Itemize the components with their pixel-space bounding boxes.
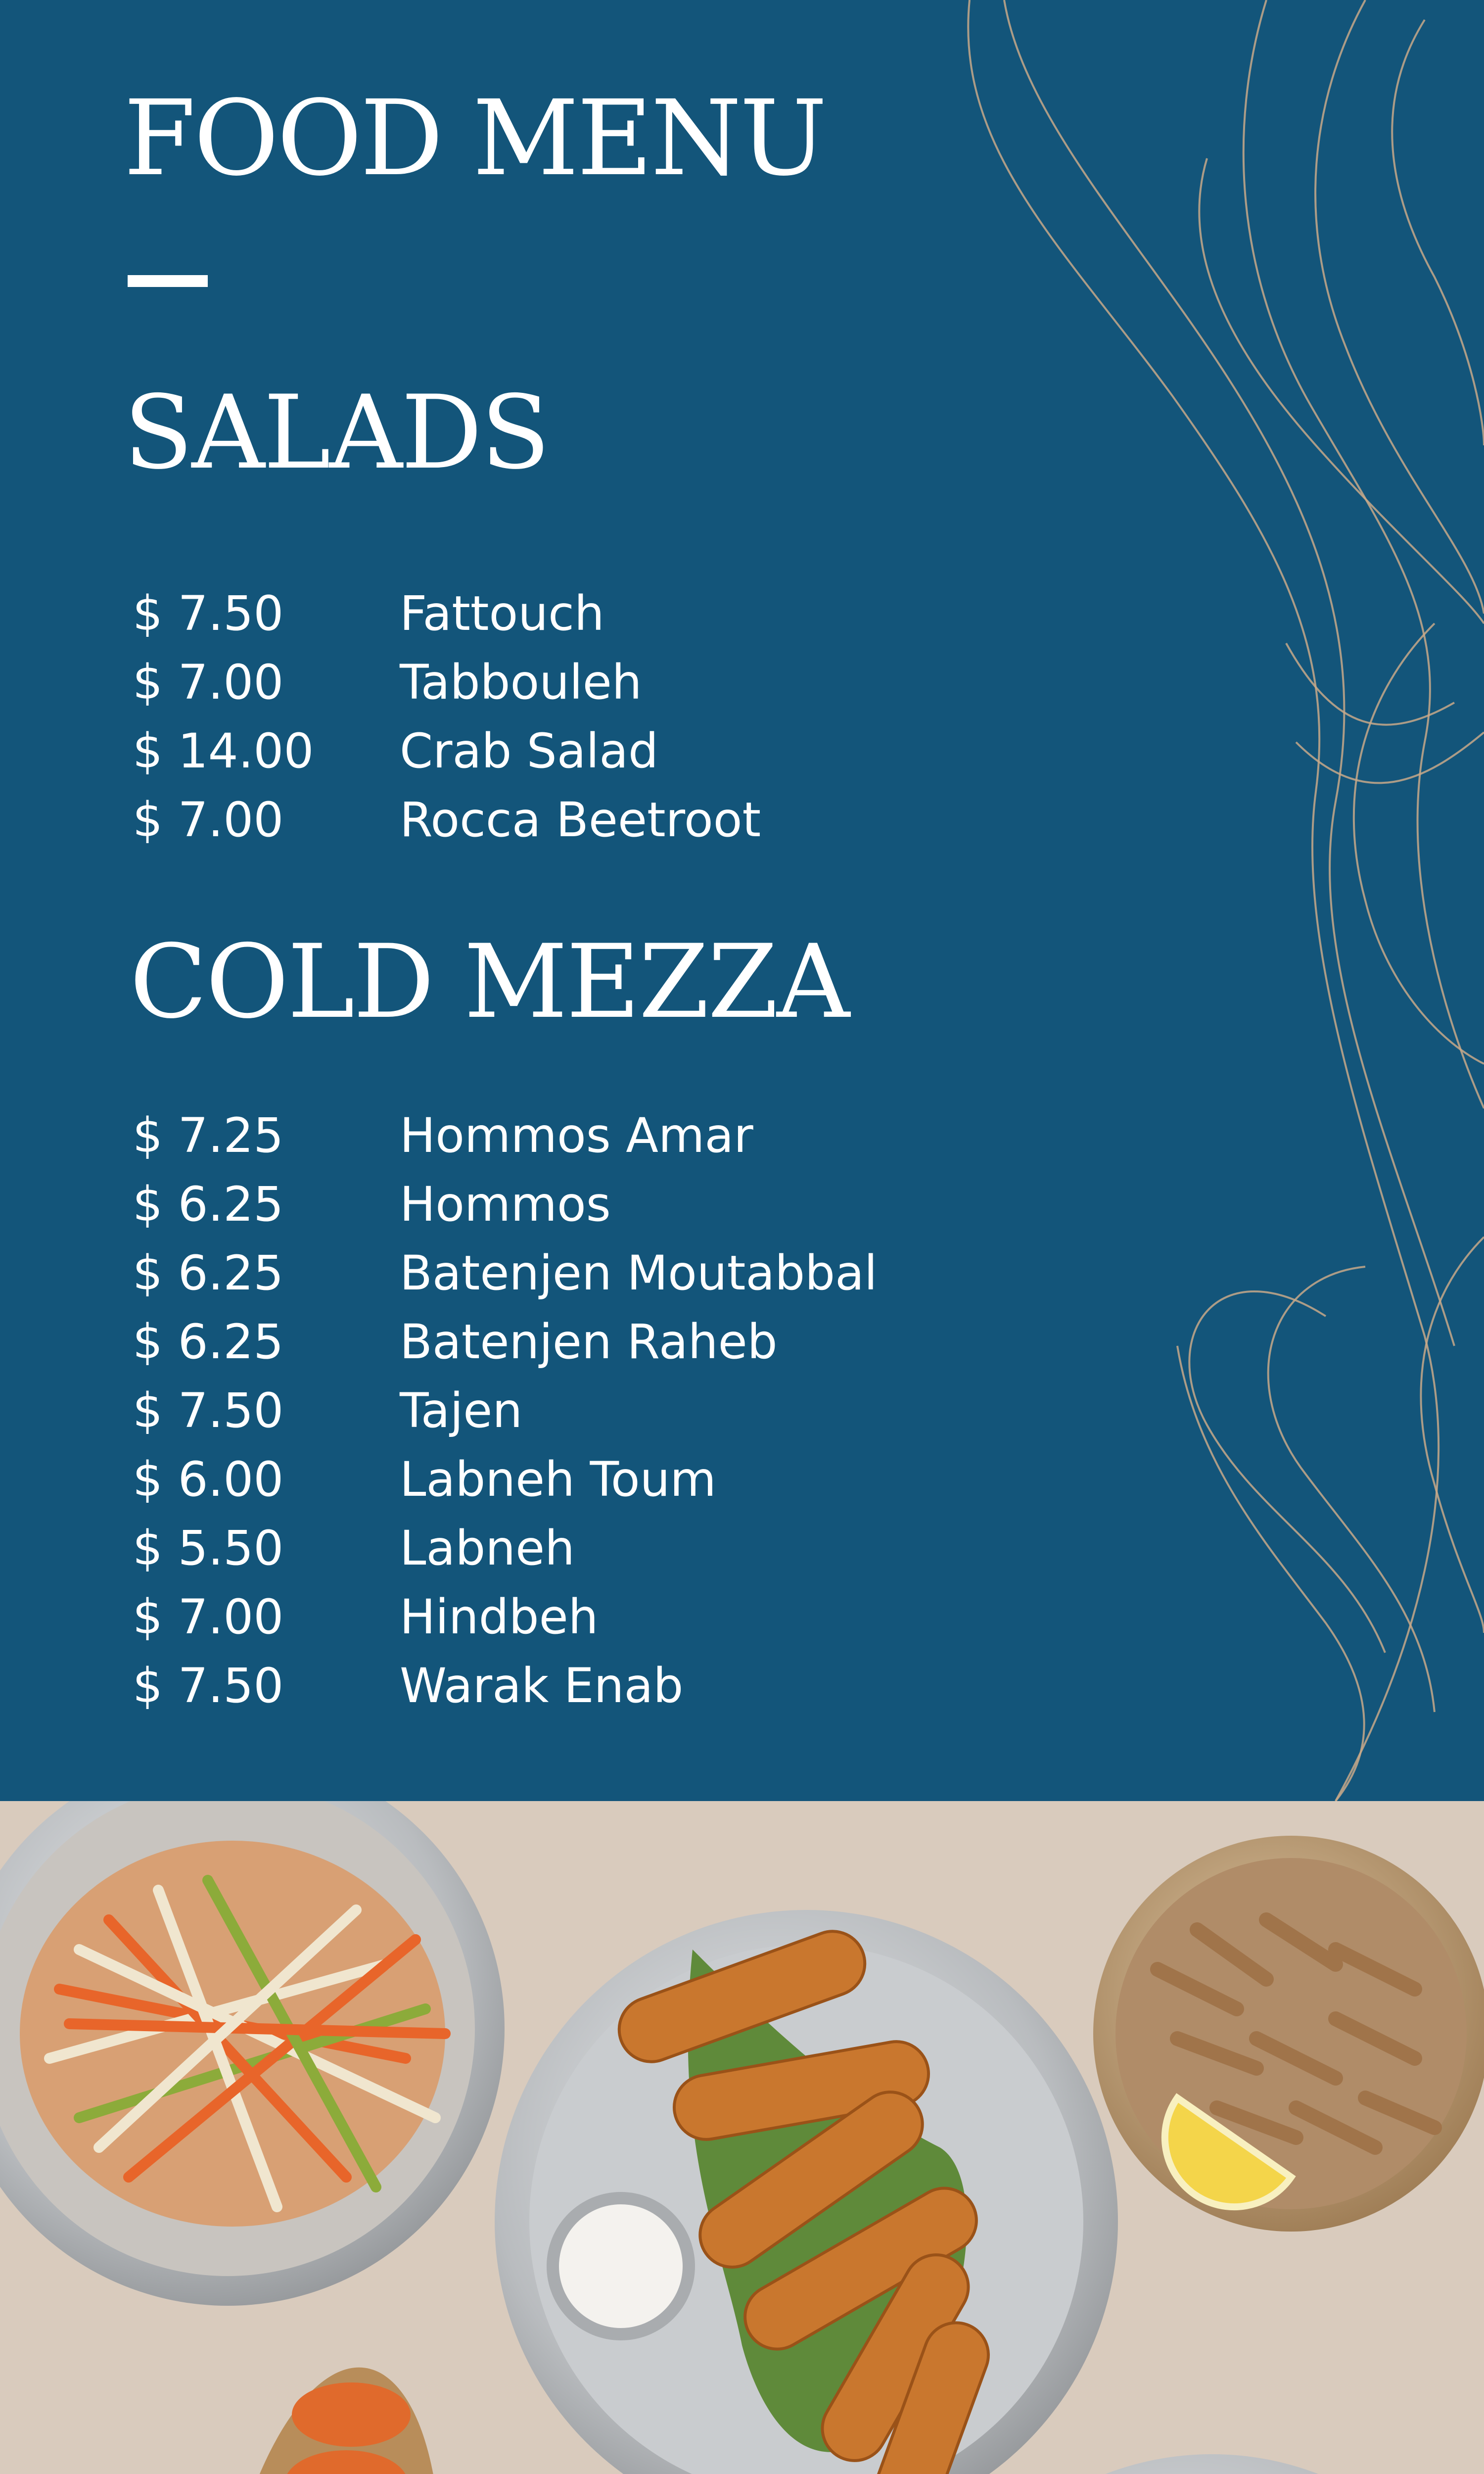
item-price: $ 6.00	[133, 1451, 284, 1507]
item-price: $ 6.25	[133, 1176, 284, 1232]
section-heading-salads: SALADS	[124, 374, 549, 492]
item-price: $ 5.50	[133, 1520, 284, 1576]
item-price: $ 14.00	[133, 723, 314, 779]
menu-item	[133, 785, 761, 854]
cold-mezza-item-list	[133, 1101, 878, 1720]
menu-item	[133, 1307, 878, 1376]
item-name: Crab Salad	[400, 723, 658, 779]
title-divider	[128, 275, 208, 287]
item-name: Hommos Amar	[400, 1107, 753, 1163]
menu-item	[133, 1170, 878, 1238]
item-name: Hindbeh	[400, 1589, 599, 1645]
item-price: $ 7.00	[133, 654, 284, 710]
menu-item	[133, 1101, 878, 1170]
item-name: Warak Enab	[400, 1658, 684, 1713]
item-name: Tabbouleh	[400, 654, 642, 710]
menu-item	[133, 1445, 878, 1514]
item-name: Labneh Toum	[400, 1451, 716, 1507]
menu-item	[133, 716, 761, 785]
menu-item	[133, 1238, 878, 1307]
menu-item	[133, 579, 761, 648]
item-name: Batenjen Moutabbal	[400, 1245, 878, 1301]
item-price: $ 7.50	[133, 585, 284, 641]
item-name: Labneh	[400, 1520, 575, 1576]
item-price: $ 7.00	[133, 792, 284, 848]
salads-item-list	[133, 579, 761, 854]
item-price: $ 7.50	[133, 1658, 284, 1713]
item-name: Rocca Beetroot	[400, 792, 761, 848]
item-name: Batenjen Raheb	[400, 1314, 778, 1370]
menu-item	[133, 1376, 878, 1445]
menu-item	[133, 1514, 878, 1582]
item-price: $ 6.25	[133, 1314, 284, 1370]
item-name: Fattouch	[400, 585, 604, 641]
item-name: Tajen	[400, 1382, 523, 1438]
menu-title: FOOD MENU	[124, 78, 826, 199]
item-price: $ 7.50	[133, 1382, 284, 1438]
item-price: $ 7.00	[133, 1589, 284, 1645]
menu-item	[133, 648, 761, 716]
item-price: $ 7.25	[133, 1107, 284, 1163]
food-photo	[0, 1801, 1484, 2474]
item-name: Hommos	[400, 1176, 611, 1232]
section-heading-cold-mezza: COLD MEZZA	[130, 923, 849, 1041]
food-photo-illustration	[0, 1801, 1484, 2474]
menu-item	[133, 1582, 878, 1651]
item-price: $ 6.25	[133, 1245, 284, 1301]
fried-fish-bowl	[1093, 1836, 1484, 2232]
menu-item	[133, 1651, 878, 1720]
